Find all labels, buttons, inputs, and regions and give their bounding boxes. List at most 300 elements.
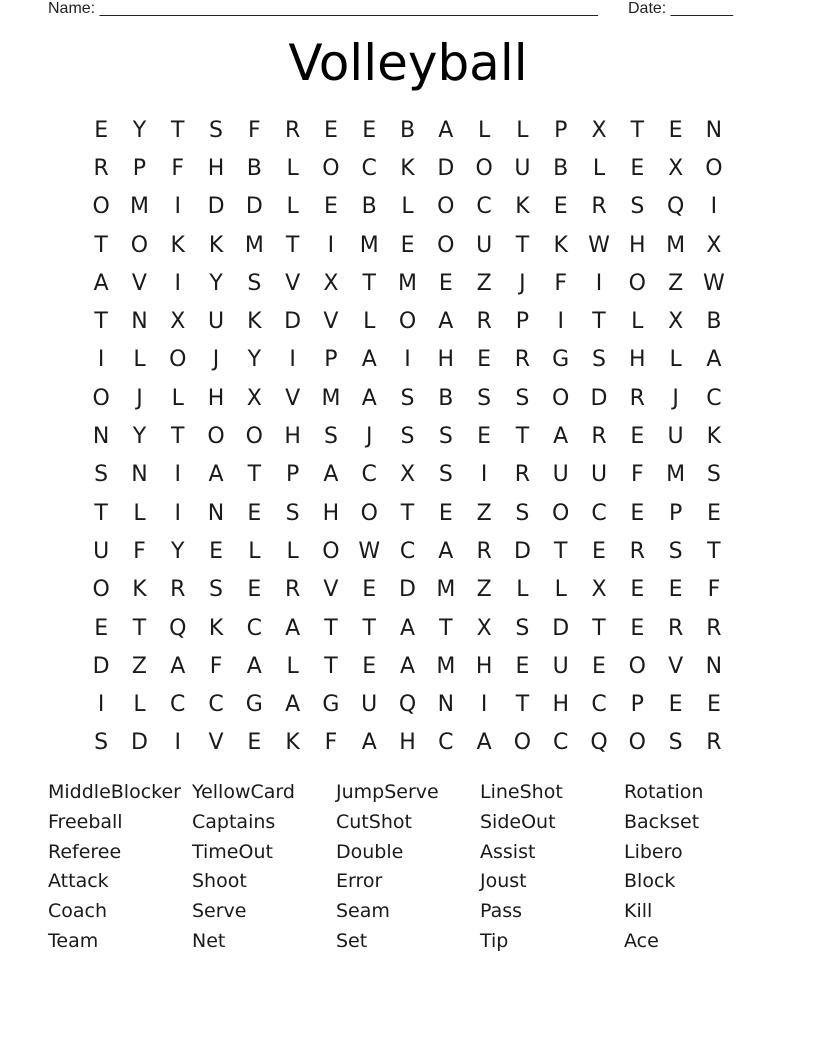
grid-letter: L — [631, 309, 644, 335]
grid-letter: S — [94, 462, 109, 488]
grid-letter: W — [703, 270, 725, 296]
grid-letter: D — [245, 194, 263, 220]
grid-letter: X — [246, 385, 262, 411]
grid-letter: S — [515, 500, 530, 526]
grid-letter: I — [327, 232, 335, 258]
grid-letter: E — [477, 424, 492, 450]
grid-letter: Y — [132, 424, 147, 450]
grid-letter: D — [590, 385, 608, 411]
grid-letter: O — [360, 500, 378, 526]
grid-letter: V — [323, 309, 339, 335]
grid-letter: N — [131, 309, 148, 335]
grid-letter: T — [630, 117, 645, 143]
grid-letter: M — [129, 194, 149, 220]
grid-letter: I — [174, 730, 181, 756]
grid-letter: E — [323, 117, 338, 143]
grid-letter: Z — [476, 500, 492, 526]
grid-letter: C — [208, 692, 224, 718]
grid-letter: X — [668, 309, 684, 335]
grid-letter: E — [362, 653, 377, 679]
word-list-item: Backset — [624, 810, 700, 833]
grid-letter: O — [92, 194, 110, 220]
grid-letter: T — [515, 424, 530, 450]
grid-letter: E — [706, 692, 721, 718]
grid-letter: T — [515, 232, 530, 258]
grid-letter: T — [171, 117, 185, 143]
grid-letter: T — [439, 615, 453, 641]
grid-letter: O — [130, 232, 149, 258]
grid-letter: B — [706, 309, 722, 335]
grid-letter: Y — [209, 270, 223, 296]
grid-letter: X — [706, 232, 722, 258]
grid-letter: P — [668, 500, 683, 526]
grid-letter: A — [246, 653, 262, 679]
grid-letter: N — [207, 500, 225, 526]
word-list-item: Freeball — [48, 810, 123, 833]
grid-letter: V — [285, 385, 301, 411]
grid-letter: M — [666, 232, 686, 258]
grid-letter: D — [130, 730, 148, 756]
grid-letter: I — [174, 462, 181, 488]
word-list-item: Assist — [480, 840, 536, 863]
grid-letter: R — [93, 155, 109, 181]
word-list-item: CutShot — [336, 810, 412, 833]
grid-letter: T — [592, 615, 606, 641]
word-list-item: SideOut — [480, 810, 556, 833]
grid-letter: O — [322, 538, 340, 564]
word-list-item: YellowCard — [192, 781, 295, 803]
grid-letter: H — [284, 424, 301, 450]
word-list — [48, 778, 768, 957]
grid-letter: A — [476, 730, 492, 756]
grid-letter: U — [552, 653, 569, 679]
grid-letter: L — [669, 347, 682, 373]
grid-letter: S — [400, 424, 415, 450]
grid-letter: E — [668, 692, 683, 718]
grid-letter: X — [591, 117, 607, 143]
grid-letter: O — [628, 730, 646, 756]
grid-letter: L — [133, 500, 146, 526]
grid-letter: X — [476, 615, 492, 641]
grid-letter: T — [285, 232, 300, 258]
grid-letter: S — [706, 462, 721, 488]
grid-letter: S — [515, 385, 530, 411]
grid-letter: L — [516, 577, 529, 603]
grid-letter: J — [519, 270, 526, 296]
page-title: Volleyball — [288, 34, 528, 92]
grid-letter: T — [94, 309, 108, 335]
grid-letter: E — [400, 232, 415, 258]
grid-letter: U — [93, 538, 110, 564]
grid-letter: D — [399, 577, 416, 603]
grid-letter: E — [247, 500, 262, 526]
grid-letter: L — [286, 538, 299, 564]
grid-letter: S — [592, 347, 606, 373]
grid-letter: T — [707, 538, 721, 564]
grid-letter: P — [132, 155, 147, 181]
grid-letter: H — [552, 692, 569, 718]
grid-letter: E — [362, 117, 377, 143]
grid-letter: M — [436, 653, 456, 679]
word-list-item: Captains — [192, 810, 276, 833]
grid-letter: S — [209, 117, 224, 143]
grid-letter: M — [321, 385, 341, 411]
grid-letter: S — [209, 577, 224, 603]
grid-letter: G — [552, 347, 570, 373]
grid-letter: K — [132, 577, 147, 603]
grid-letter: H — [629, 232, 646, 258]
grid-letter: R — [170, 577, 186, 603]
grid-letter: O — [437, 232, 455, 258]
grid-letter: S — [285, 500, 300, 526]
grid-letter: D — [207, 194, 225, 220]
grid-letter: O — [552, 385, 570, 411]
word-list-item: Kill — [624, 900, 653, 923]
grid-letter: V — [131, 270, 147, 296]
grid-letter: Q — [666, 194, 685, 220]
grid-letter: T — [324, 615, 338, 641]
grid-letter: I — [480, 462, 488, 488]
grid-letter: C — [591, 500, 607, 526]
grid-letter: P — [324, 347, 338, 373]
grid-letter: H — [322, 500, 340, 526]
grid-letter: E — [438, 270, 453, 296]
grid-letter: B — [246, 155, 262, 181]
grid-letter: E — [630, 615, 645, 641]
grid-letter: S — [668, 730, 683, 756]
word-list-item: Team — [48, 929, 99, 952]
grid-letter: X — [323, 270, 339, 296]
grid-letter: D — [552, 615, 570, 641]
grid-letter: L — [248, 538, 261, 564]
grid-letter: T — [553, 538, 568, 564]
grid-letter: I — [174, 270, 181, 296]
grid-letter: L — [401, 194, 414, 220]
grid-letter: B — [361, 194, 377, 220]
grid-letter: O — [207, 424, 225, 450]
grid-letter: I — [289, 347, 296, 373]
grid-letter: Y — [171, 538, 185, 564]
grid-letter: R — [476, 309, 492, 335]
grid-letter: T — [171, 424, 185, 450]
word-list-item: MiddleBlocker — [48, 781, 181, 803]
grid-letter: V — [323, 577, 339, 603]
grid-letter: O — [552, 500, 570, 526]
grid-letter: L — [286, 194, 299, 220]
grid-letter: A — [361, 347, 377, 373]
grid-letter: S — [323, 424, 338, 450]
word-list-item: LineShot — [480, 781, 563, 803]
grid-letter: L — [592, 155, 606, 181]
grid-letter: O — [92, 385, 110, 411]
date-field-label: Date: _______ — [628, 0, 733, 17]
grid-letter: C — [591, 692, 607, 718]
grid-letter: Z — [476, 577, 492, 603]
grid-letter: C — [399, 538, 416, 564]
word-list-item: Seam — [336, 900, 390, 923]
grid-letter: F — [209, 653, 223, 679]
grid-letter: I — [557, 309, 564, 335]
grid-letter: N — [131, 462, 148, 488]
word-list-item: Attack — [48, 870, 109, 893]
grid-letter: Z — [476, 270, 492, 296]
grid-letter: R — [629, 538, 645, 564]
grid-letter: N — [92, 424, 110, 450]
grid-letter: R — [706, 730, 722, 756]
grid-letter: S — [247, 270, 262, 296]
word-list-item: Set — [336, 929, 368, 952]
grid-letter: S — [515, 615, 530, 641]
grid-letter: N — [705, 117, 723, 143]
grid-letter: E — [553, 194, 568, 220]
grid-letter: J — [365, 424, 373, 450]
word-list-item: TimeOut — [192, 840, 273, 863]
grid-letter: L — [554, 577, 567, 603]
name-field-label: Name: ________________________________________________________ — [48, 0, 598, 17]
grid-letter: E — [630, 577, 645, 603]
grid-letter: D — [437, 155, 455, 181]
word-search-grid — [82, 111, 733, 762]
grid-letter: R — [514, 462, 531, 488]
grid-letter: E — [668, 117, 683, 143]
grid-letter: Y — [247, 347, 262, 373]
grid-letter: T — [400, 500, 415, 526]
grid-letter: S — [668, 538, 683, 564]
grid-letter: B — [553, 155, 569, 181]
grid-letter: K — [247, 309, 262, 335]
grid-letter: O — [398, 309, 417, 335]
grid-letter: E — [630, 500, 645, 526]
grid-letter: V — [668, 653, 684, 679]
grid-letter: K — [208, 615, 224, 641]
word-list-item: Libero — [624, 840, 683, 863]
word-list-item: Tip — [480, 929, 509, 952]
grid-letter: C — [361, 155, 377, 181]
grid-letter: L — [171, 385, 184, 411]
grid-letter: C — [706, 385, 722, 411]
grid-letter: J — [672, 385, 679, 411]
grid-letter: H — [207, 385, 225, 411]
grid-letter: U — [667, 424, 684, 450]
word-list-item: Shoot — [192, 870, 247, 893]
word-list-item: Joust — [480, 870, 527, 893]
grid-letter: E — [592, 538, 606, 564]
grid-letter: S — [400, 385, 415, 411]
word-list-item: Serve — [192, 900, 247, 923]
grid-letter: A — [361, 385, 377, 411]
grid-letter: G — [322, 692, 340, 718]
grid-letter: I — [480, 692, 488, 718]
grid-letter: O — [513, 730, 532, 756]
grid-letter: A — [399, 615, 416, 641]
grid-letter: E — [94, 615, 109, 641]
grid-letter: E — [362, 577, 377, 603]
grid-letter: E — [323, 194, 338, 220]
grid-letter: T — [362, 270, 376, 296]
grid-letter: I — [710, 194, 718, 220]
grid-letter: B — [438, 385, 454, 411]
grid-letter: I — [174, 194, 181, 220]
grid-letter: F — [630, 462, 644, 488]
grid-letter: Q — [590, 730, 608, 756]
grid-letter: P — [630, 692, 644, 718]
grid-letter: O — [475, 155, 493, 181]
grid-letter: O — [169, 347, 187, 373]
grid-letter: T — [324, 653, 338, 679]
grid-letter: L — [516, 117, 529, 143]
grid-letter: E — [515, 653, 530, 679]
grid-letter: H — [437, 347, 455, 373]
grid-letter: A — [399, 653, 416, 679]
grid-letter: K — [170, 232, 185, 258]
grid-letter: E — [477, 347, 492, 373]
grid-letter: P — [554, 117, 568, 143]
grid-letter: D — [513, 538, 531, 564]
grid-letter: S — [438, 424, 453, 450]
grid-letter: U — [590, 462, 608, 488]
word-list-item: Ace — [624, 929, 659, 952]
grid-letter: Y — [132, 117, 147, 143]
grid-letter: O — [322, 155, 340, 181]
grid-letter: M — [436, 577, 456, 603]
grid-letter: O — [705, 155, 723, 181]
grid-letter: E — [592, 653, 606, 679]
grid-letter: K — [706, 424, 722, 450]
grid-letter: I — [595, 270, 603, 296]
grid-letter: U — [361, 692, 378, 718]
grid-letter: H — [629, 347, 646, 373]
grid-letter: K — [285, 730, 300, 756]
grid-letter: M — [398, 270, 418, 296]
grid-letter: O — [437, 194, 455, 220]
word-list-item: Block — [624, 870, 676, 893]
word-list-item: Double — [336, 840, 404, 863]
grid-letter: C — [361, 462, 377, 488]
grid-letter: I — [97, 692, 105, 718]
grid-letter: Z — [131, 653, 147, 679]
grid-letter: K — [515, 194, 530, 220]
grid-letter: K — [553, 232, 568, 258]
grid-letter: E — [247, 577, 262, 603]
grid-letter: L — [133, 347, 146, 373]
grid-letter: E — [94, 117, 109, 143]
grid-letter: E — [706, 500, 721, 526]
grid-letter: X — [399, 462, 416, 488]
grid-letter: L — [133, 692, 146, 718]
grid-letter: M — [666, 462, 686, 488]
grid-letter: W — [588, 232, 610, 258]
grid-letter: V — [285, 270, 301, 296]
grid-letter: N — [705, 653, 723, 679]
grid-letter: R — [284, 577, 301, 603]
grid-letter: I — [97, 347, 105, 373]
grid-letter: Q — [169, 615, 187, 641]
grid-letter: A — [323, 462, 339, 488]
grid-letter: T — [515, 692, 530, 718]
grid-letter: A — [361, 730, 377, 756]
grid-letter: Z — [668, 270, 684, 296]
grid-letter: P — [285, 462, 300, 488]
grid-letter: M — [244, 232, 264, 258]
word-list-item: Referee — [48, 840, 122, 863]
grid-letter: L — [286, 155, 299, 181]
grid-letter: G — [245, 692, 263, 718]
grid-letter: N — [437, 692, 455, 718]
grid-letter: E — [247, 730, 262, 756]
grid-letter: A — [553, 424, 569, 450]
grid-letter: E — [630, 424, 645, 450]
grid-letter: W — [358, 538, 381, 564]
grid-letter: R — [591, 424, 607, 450]
grid-letter: S — [630, 194, 645, 220]
grid-letter: T — [132, 615, 147, 641]
grid-letter: E — [209, 538, 223, 564]
grid-letter: D — [92, 653, 110, 679]
grid-letter: M — [359, 232, 379, 258]
grid-letter: R — [591, 194, 607, 220]
grid-letter: C — [246, 615, 263, 641]
grid-letter: I — [174, 500, 181, 526]
grid-letter: E — [668, 577, 683, 603]
grid-letter: E — [438, 500, 453, 526]
grid-letter: V — [208, 730, 224, 756]
grid-letter: A — [438, 538, 454, 564]
word-list-item: Net — [192, 929, 226, 952]
grid-letter: E — [630, 155, 645, 181]
word-list-item: Rotation — [624, 781, 704, 803]
grid-letter: D — [284, 309, 302, 335]
grid-letter: P — [515, 309, 530, 335]
grid-letter: H — [399, 730, 416, 756]
grid-letter: U — [476, 232, 493, 258]
grid-letter: L — [477, 117, 491, 143]
grid-letter: C — [170, 692, 186, 718]
grid-letter: T — [94, 500, 108, 526]
grid-letter: T — [94, 232, 108, 258]
grid-letter: J — [136, 385, 143, 411]
grid-letter: S — [438, 462, 453, 488]
grid-letter: J — [212, 347, 220, 373]
grid-letter: T — [247, 462, 262, 488]
grid-letter: R — [514, 347, 531, 373]
grid-letter: U — [552, 462, 569, 488]
grid-letter: F — [554, 270, 568, 296]
grid-letter: H — [475, 653, 493, 679]
grid-letter: F — [171, 155, 185, 181]
grid-letter: K — [208, 232, 224, 258]
grid-letter: A — [170, 653, 186, 679]
word-list-item: JumpServe — [336, 781, 439, 803]
grid-letter: H — [207, 155, 225, 181]
grid-letter: C — [476, 194, 492, 220]
grid-letter: F — [707, 577, 721, 603]
grid-letter: A — [208, 462, 224, 488]
grid-letter: O — [245, 424, 263, 450]
grid-letter: X — [591, 577, 607, 603]
grid-letter: T — [362, 615, 376, 641]
grid-letter: Q — [398, 692, 417, 718]
grid-letter: U — [207, 309, 225, 335]
grid-letter: A — [438, 117, 454, 143]
grid-letter: L — [286, 653, 299, 679]
grid-letter: L — [363, 309, 376, 335]
word-list-item: Pass — [480, 900, 523, 923]
grid-letter: R — [476, 538, 492, 564]
grid-letter: O — [92, 577, 110, 603]
grid-letter: O — [628, 653, 646, 679]
grid-letter: O — [628, 270, 646, 296]
grid-letter: X — [170, 309, 186, 335]
